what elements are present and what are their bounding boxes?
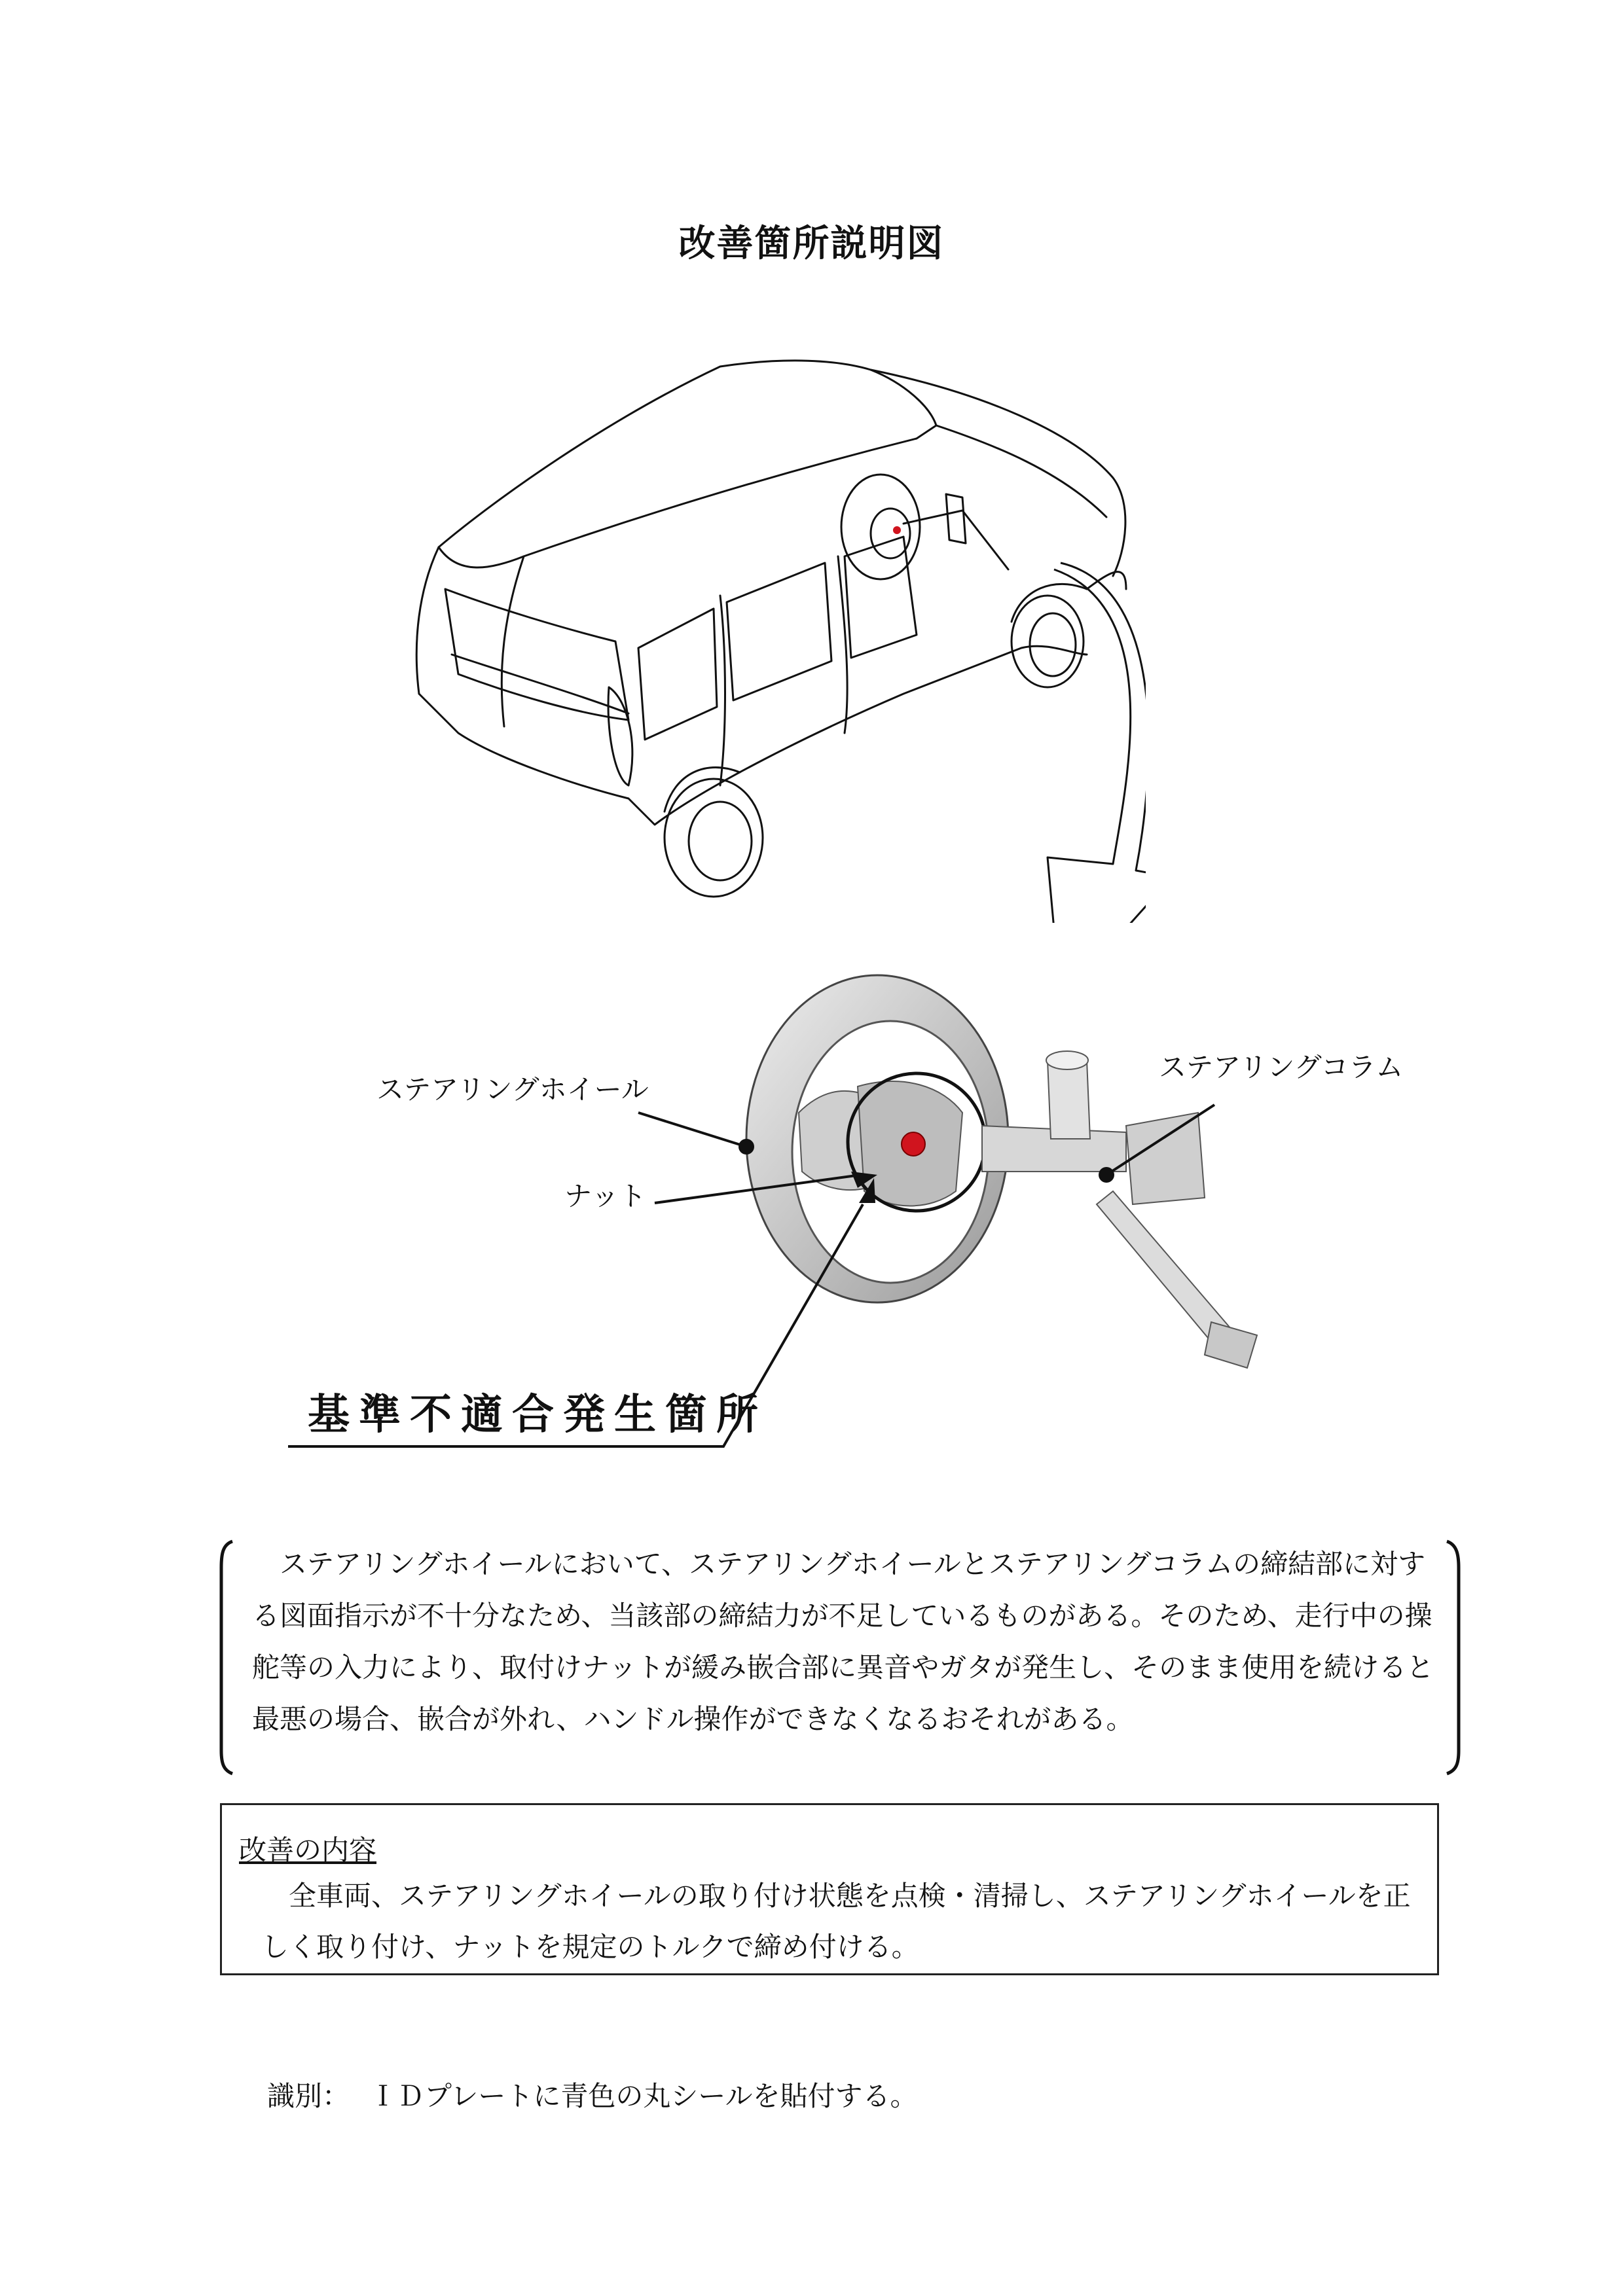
improvement-body bbox=[261, 1871, 1433, 1973]
improvement-text: 全車両、ステアリングホイールの取り付け状態を点検・清掃し、ステアリングホイールを正しく取り付け、ナットを規定のトルクで締め付ける。 bbox=[261, 1880, 1411, 1963]
improvement-box bbox=[220, 1803, 1439, 1975]
defect-location-label: 基準不適合発生箇所 bbox=[308, 1391, 767, 1439]
description-text: ステアリングホイールにおいて、ステアリングホイールとステアリングコラムの締結部に対する図面指示が不十分なため、当該部の締結力が不足しているものがある。そのため、走行中の操舵等の入力により、取付けナットが緩み嵌合部に異音やガタが発生し、そのまま使用を続けると最悪の場合、嵌合が外れ、ハンドル操作ができなくなるおそれがある。 bbox=[252, 1548, 1434, 1735]
identification-label: 識別： bbox=[267, 2080, 350, 2112]
nut-callout: ナット bbox=[564, 1180, 647, 1212]
defect-description bbox=[252, 1538, 1450, 1745]
identification bbox=[267, 2075, 938, 2114]
identification-text: ＩＤプレートに青色の丸シールを貼付する。 bbox=[369, 2080, 918, 2112]
steering-column-callout: ステアリングコラム bbox=[1159, 1051, 1404, 1083]
steering-wheel-callout: ステアリングホイール bbox=[376, 1073, 649, 1105]
page-title: 改善箇所説明図 bbox=[678, 223, 945, 265]
improvement-heading: 改善の内容 bbox=[239, 1834, 377, 1866]
